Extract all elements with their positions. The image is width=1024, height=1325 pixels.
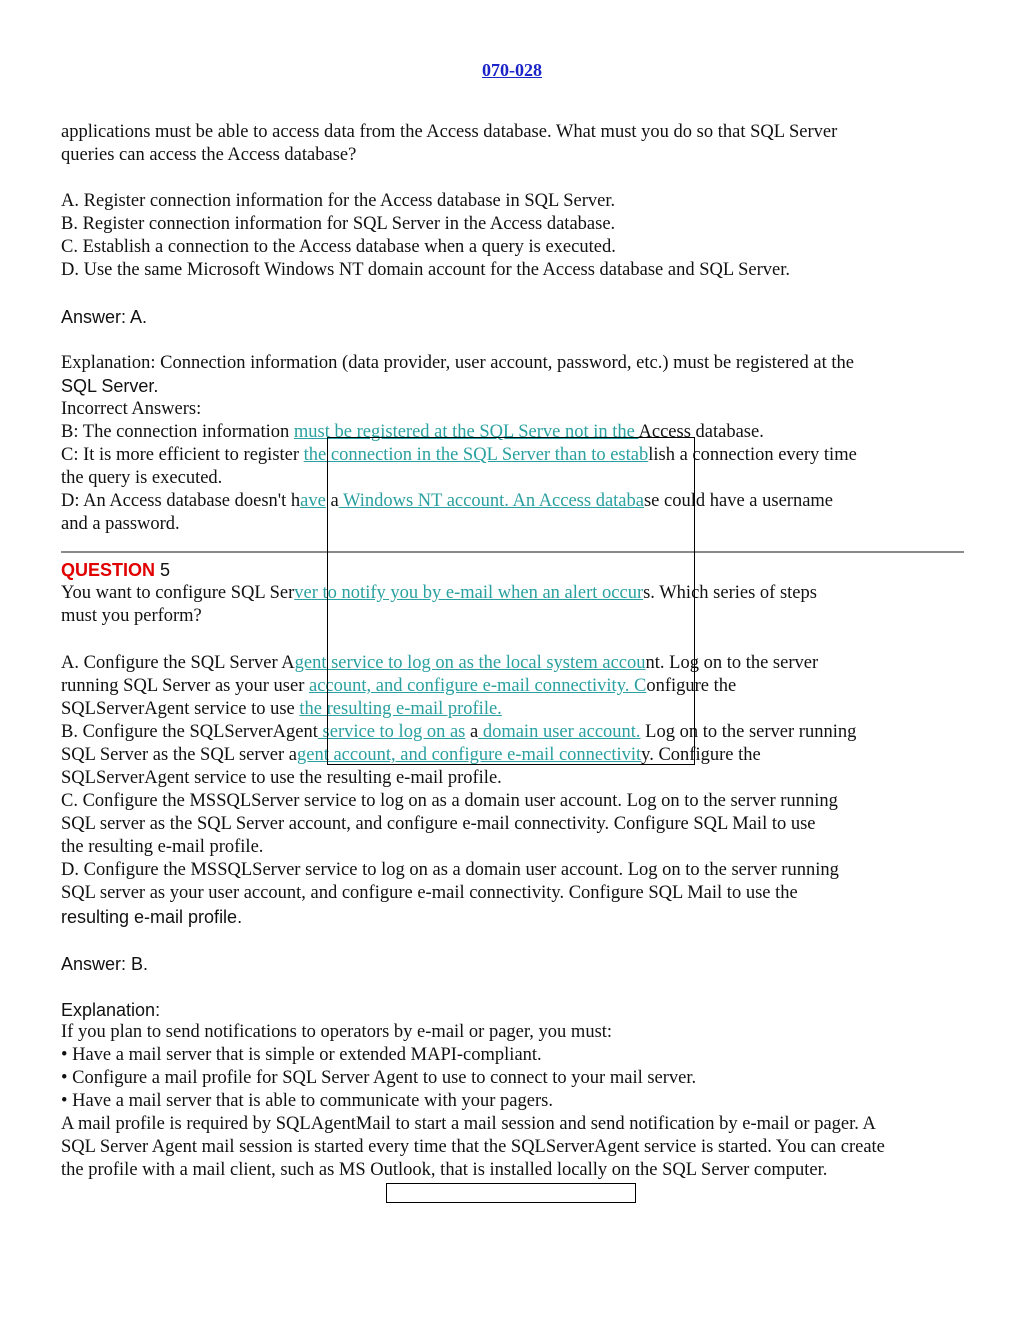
inline-link[interactable]: account, and configure e-mail connectivity. C: [309, 676, 647, 696]
q4-incorrect-d-line-2: and a password.: [61, 514, 180, 534]
q5-option-a-line-3: [61, 698, 502, 721]
page-header: [0, 60, 1024, 81]
q5-answer: Answer: B.: [61, 954, 149, 974]
q4-answer: Answer: A.: [61, 307, 148, 327]
text-span: se could have a username: [643, 491, 834, 511]
inline-link[interactable]: gent service to log on as the local system accou: [294, 653, 646, 673]
text-span: SQLServerAgent service to use: [61, 699, 300, 719]
q4-incorrect-d: [61, 490, 833, 513]
section-divider: [61, 551, 964, 553]
q5-stem-line-1: [61, 582, 817, 605]
q5-option-d-line-1: D. Configure the MSSQLServer service to log on as a domain user account. Log on to the server running: [61, 860, 839, 880]
empty-text-field[interactable]: [386, 1183, 636, 1203]
inline-link[interactable]: must be registered at the SQL Serve not in the: [293, 422, 639, 442]
q5-option-b-line-1: [61, 721, 856, 744]
q5-explanation-label: Explanation:: [61, 1000, 161, 1020]
q4-incorrect-c: [61, 444, 857, 467]
inline-link[interactable]: the resulting e-mail profile.: [299, 699, 502, 719]
q4-incorrect-c-line-2: the query is executed.: [61, 468, 223, 488]
text-span: SQL Server as the SQL server a: [61, 745, 297, 765]
text-span: nt. Log on to the server: [645, 653, 819, 673]
text-span: B: The connection information: [61, 422, 294, 442]
inline-link[interactable]: the connection in the SQL Server than to estab: [303, 445, 649, 465]
inline-link[interactable]: ave: [300, 491, 326, 511]
text-span: A. Configure the SQL Server A: [61, 653, 295, 673]
text-span: D: An Access database doesn't h: [61, 491, 301, 511]
q5-explanation-bullet-1: • Have a mail server that is simple or extended MAPI-compliant.: [61, 1045, 542, 1065]
text-span: y. Configure the: [641, 745, 761, 765]
text-span: C: It is more efficient to register: [61, 445, 304, 465]
q4-option-c: C. Establish a connection to the Access database when a query is executed.: [61, 237, 616, 257]
q5-option-c-line-1: C. Configure the MSSQLServer service to log on as a domain user account. Log on to the server running: [61, 791, 838, 811]
q5-option-a-line-1: [61, 652, 818, 675]
q4-option-b: B. Register connection information for SQL Server in the Access database.: [61, 214, 616, 234]
question-label: QUESTION: [61, 560, 156, 580]
q5-option-d-line-3: resulting e-mail profile.: [61, 907, 243, 927]
q4-explanation-line-1: Explanation: Connection information (data provider, user account, password, etc.) must be registered at the: [61, 353, 854, 373]
inline-link[interactable]: Windows NT account. An Access databa: [338, 491, 644, 511]
q4-incorrect-b: [61, 421, 764, 444]
q5-option-c-line-3: the resulting e-mail profile.: [61, 837, 264, 857]
q4-stem-line-2: queries can access the Access database?: [61, 145, 357, 165]
q4-incorrect-label: Incorrect Answers:: [61, 399, 202, 419]
text-span: B. Configure the SQLServerAgent: [61, 722, 318, 742]
q5-option-b-line-2: [61, 744, 761, 767]
inline-link[interactable]: gent account, and configure e-mail connectivit: [296, 745, 642, 765]
q4-explanation-line-2: SQL Server.: [61, 376, 159, 396]
text-span: Log on to the server running: [640, 722, 857, 742]
question-number: 5: [155, 560, 171, 580]
q5-option-d-line-2: SQL server as your user account, and configure e-mail connectivity. Configure SQL Mail to use the: [61, 883, 798, 903]
inline-link[interactable]: ver to notify you by e-mail when an alert occur: [294, 583, 644, 603]
text-span: Access database.: [638, 422, 764, 442]
text-span: a: [465, 722, 479, 742]
q5-explanation-bullet-2: • Configure a mail profile for SQL Server Agent to use to connect to your mail server.: [61, 1068, 697, 1088]
q4-option-a: A. Register connection information for the Access database in SQL Server.: [61, 191, 616, 211]
q5-option-c-line-2: SQL server as the SQL Server account, and configure e-mail connectivity. Configure SQL Mail to use: [61, 814, 816, 834]
exam-code-link[interactable]: 070-028: [482, 60, 542, 80]
q5-heading: [61, 559, 170, 583]
text-span: a: [325, 491, 339, 511]
q5-explanation-line-5: A mail profile is required by SQLAgentMail to start a mail session and send notification by e-mail or pager. A: [61, 1114, 876, 1134]
q5-option-b-line-3: SQLServerAgent service to use the resulting e-mail profile.: [61, 768, 502, 788]
q5-option-a-line-2: [61, 675, 736, 698]
q4-option-d: D. Use the same Microsoft Windows NT domain account for the Access database and SQL Server.: [61, 260, 790, 280]
inline-link[interactable]: service to log on as: [317, 722, 466, 742]
text-span: running SQL Server as your user: [61, 676, 309, 696]
text-span: You want to configure SQL Ser: [61, 583, 295, 603]
q5-explanation-line-7: the profile with a mail client, such as MS Outlook, that is installed locally on the SQL Server computer.: [61, 1160, 828, 1180]
q5-stem-line-2: must you perform?: [61, 606, 202, 626]
q4-stem-line-1: applications must be able to access data from the Access database. What must you do so that SQL Server: [61, 122, 838, 142]
q5-explanation-line-1: If you plan to send notifications to operators by e-mail or pager, you must:: [61, 1022, 613, 1042]
q5-explanation-line-6: SQL Server Agent mail session is started every time that the SQLServerAgent service is started. You can create: [61, 1137, 885, 1157]
text-span: s. Which series of steps: [643, 583, 817, 603]
text-span: lish a connection every time: [648, 445, 857, 465]
text-span: onfigure the: [646, 676, 737, 696]
inline-link[interactable]: domain user account.: [478, 722, 641, 742]
q5-explanation-bullet-3: • Have a mail server that is able to communicate with your pagers.: [61, 1091, 553, 1111]
